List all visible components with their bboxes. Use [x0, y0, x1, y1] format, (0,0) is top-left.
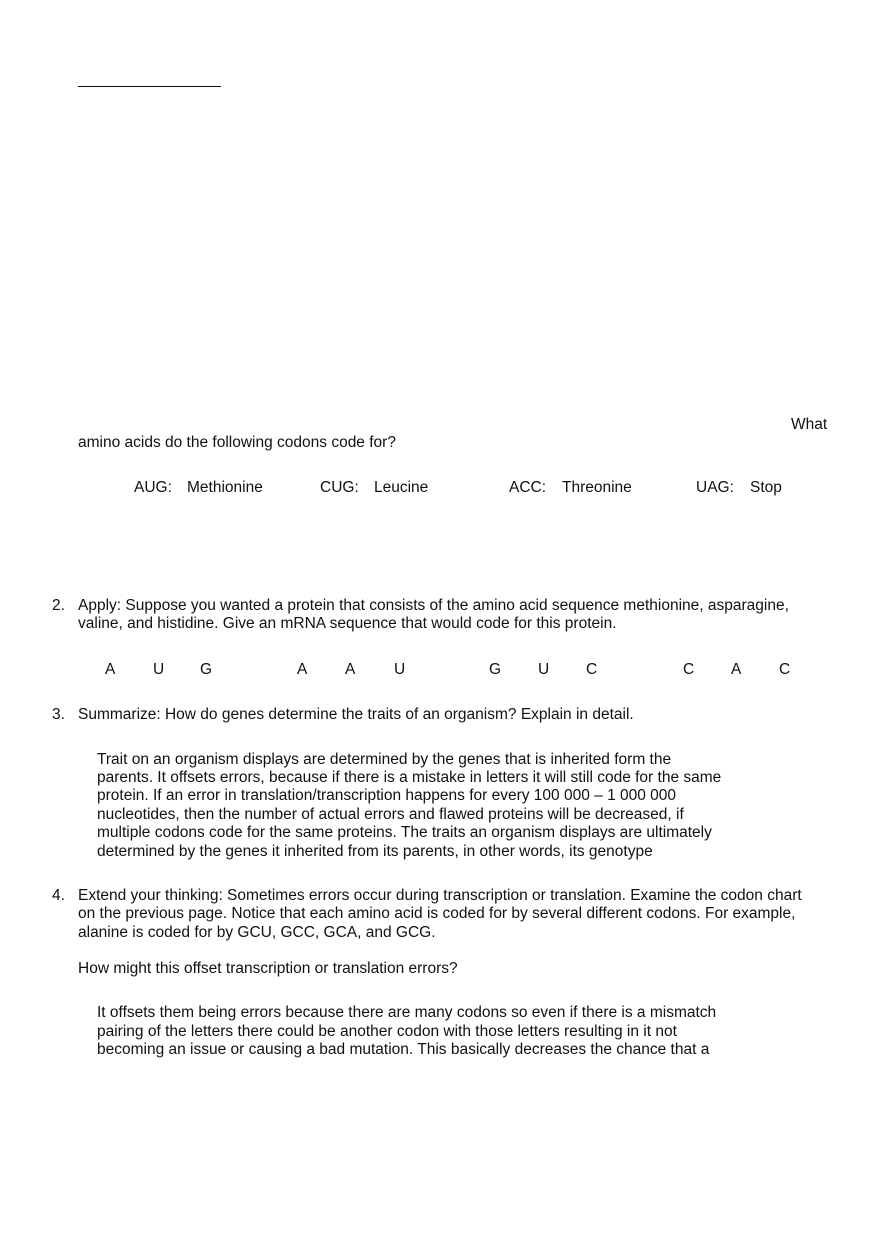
question-2-number: 2. — [52, 597, 65, 614]
answer-line: multiple codons code for the same proteins. The traits an organism displays are ultimately — [97, 824, 712, 841]
codon-label: UAG: — [696, 479, 734, 496]
question-3-text: Summarize: How do genes determine the traits of an organism? Explain in detail. — [78, 706, 634, 723]
answer-line: Trait on an organism displays are determined by the genes that is inherited form the — [97, 751, 672, 768]
answer-line: becoming an issue or causing a bad mutation. This basically decreases the chance that a — [97, 1041, 710, 1058]
codon-amino-acid: Leucine — [374, 479, 429, 496]
nucleotide: U — [153, 661, 165, 678]
nucleotide: G — [489, 661, 502, 678]
question-4-number: 4. — [52, 887, 65, 904]
nucleotide: U — [394, 661, 406, 678]
codon-amino-acid: Methionine — [187, 479, 263, 496]
nucleotide: A — [345, 661, 356, 678]
nucleotide: C — [586, 661, 598, 678]
answer-line: parents. It offsets errors, because if there is a mistake in letters it will still code for the same — [97, 769, 722, 786]
answer-line: determined by the genes it inherited from its parents, in other words, its genotype — [97, 843, 653, 860]
name-blank-line — [78, 86, 221, 87]
question-4-followup: How might this offset transcription or translation errors? — [78, 960, 458, 977]
question-2-line-2: valine, and histidine. Give an mRNA sequence that would code for this protein. — [78, 615, 617, 632]
codon-amino-acid: Stop — [750, 479, 782, 496]
codon-amino-acid: Threonine — [562, 479, 632, 496]
nucleotide: G — [200, 661, 213, 678]
answer-line: It offsets them being errors because there are many codons so even if there is a mismatch — [97, 1004, 717, 1021]
answer-line: pairing of the letters there could be another codon with those letters resulting in it not — [97, 1023, 677, 1040]
nucleotide: A — [297, 661, 308, 678]
nucleotide: C — [779, 661, 791, 678]
answer-line: nucleotides, then the number of actual errors and flawed proteins will be decreased, if — [97, 806, 684, 823]
intro-what: What — [791, 416, 828, 433]
answer-line: protein. If an error in translation/transcription happens for every 100 000 – 1 000 000 — [97, 787, 677, 804]
codon-label: CUG: — [320, 479, 359, 496]
nucleotide: C — [683, 661, 695, 678]
nucleotide: A — [731, 661, 742, 678]
nucleotide: A — [105, 661, 116, 678]
question-2-line-1: Apply: Suppose you wanted a protein that consists of the amino acid sequence methionine, asparagine, — [78, 597, 789, 614]
nucleotide: U — [538, 661, 550, 678]
question-4-line: on the previous page. Notice that each amino acid is coded for by several different codons. For example, — [78, 905, 796, 922]
codon-label: ACC: — [509, 479, 547, 496]
question-3-number: 3. — [52, 706, 65, 723]
question-4-line: alanine is coded for by GCU, GCC, GCA, and GCG. — [78, 924, 436, 941]
codon-label: AUG: — [134, 479, 172, 496]
question-4-line: Extend your thinking: Sometimes errors occur during transcription or translation. Examine the codon chart — [78, 887, 802, 904]
intro-question: amino acids do the following codons code for? — [78, 434, 396, 451]
